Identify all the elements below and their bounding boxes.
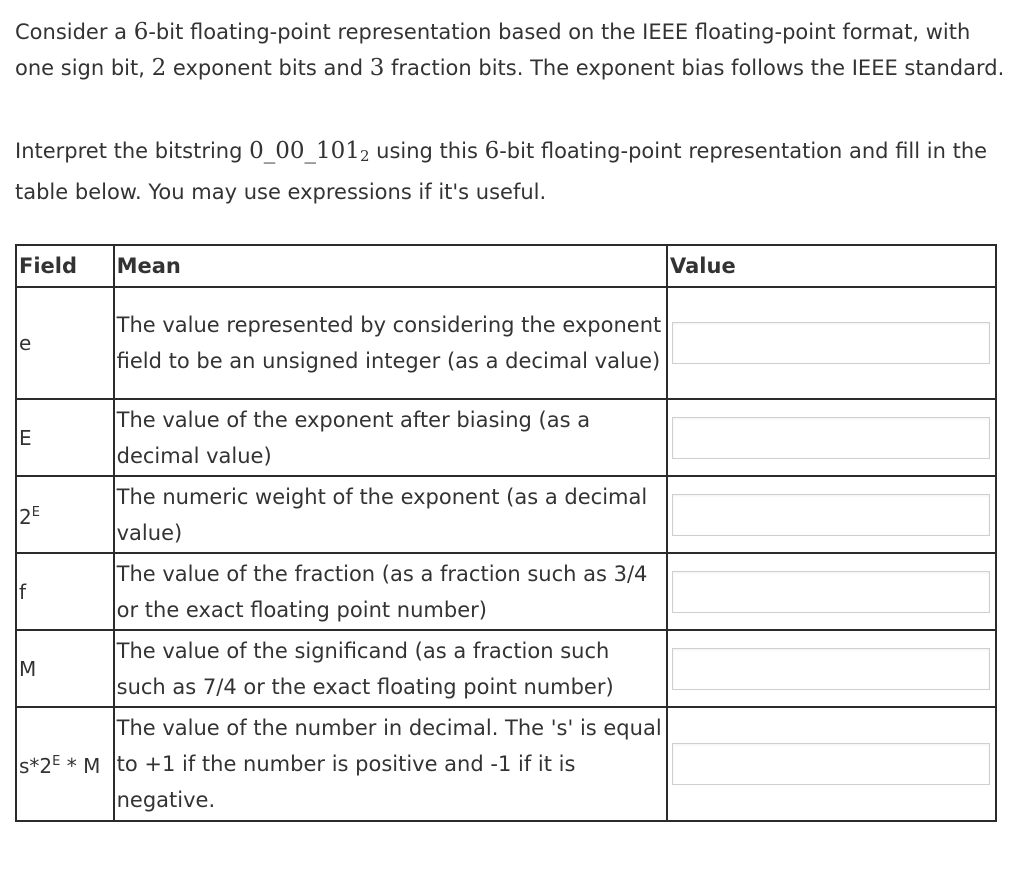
exponent-bit-count: 2 — [151, 55, 167, 81]
instruction-text: using this — [369, 139, 485, 163]
mean-cell — [114, 287, 667, 399]
field-label-e: e — [19, 331, 32, 355]
field-cell — [16, 553, 114, 630]
field-label-M: M — [19, 656, 37, 681]
header-value: Value — [667, 245, 996, 287]
value-input-2E[interactable] — [672, 494, 990, 536]
value-cell — [667, 553, 996, 630]
intro-text: -bit floating-point representation based on the IEEE floating-point format, with one sign bit, — [15, 20, 971, 80]
bit-count: 6 — [133, 19, 149, 45]
value-cell — [667, 399, 996, 476]
bitstring-base: 2 — [359, 147, 370, 165]
mean-cell — [114, 399, 667, 476]
problem-statement — [15, 14, 1005, 86]
value-input-e[interactable] — [672, 322, 990, 364]
header-mean: Mean — [114, 245, 667, 287]
field-cell — [16, 399, 114, 476]
value-input-f[interactable] — [672, 571, 990, 613]
instruction-text: Interpret the bitstring — [15, 139, 250, 163]
mean-description: The value represented by considering the exponent field to be an unsigned integer (as a decimal value) — [116, 313, 662, 373]
field-label-2E — [19, 505, 40, 529]
header-field: Field — [16, 245, 114, 287]
value-cell — [667, 476, 996, 553]
bitstring: 0_00_101 — [249, 138, 360, 164]
table-header-row — [16, 245, 996, 287]
field-cell — [16, 707, 114, 821]
table-row-e — [16, 287, 996, 399]
mean-description: The value of the fraction (as a fraction such as 3/4 or the exact floating point number) — [116, 561, 648, 622]
mean-description: The value of the significand (as a fraction such such as 7/4 or the exact floating point number) — [116, 638, 614, 699]
mean-description: The value of the exponent after biasing (as a decimal value) — [116, 407, 591, 468]
field-prefix: s*2 — [19, 754, 53, 778]
value-input-M[interactable] — [672, 648, 990, 690]
field-base: 2 — [19, 504, 32, 529]
mean-description: The numeric weight of the exponent (as a decimal value) — [116, 484, 648, 545]
mean-cell — [114, 707, 667, 821]
mean-cell — [114, 476, 667, 553]
table-row-f — [16, 553, 996, 630]
intro-text: fraction bits. The exponent bias follows the IEEE standard. — [384, 56, 1005, 80]
field-cell — [16, 630, 114, 707]
instruction-text: -bit floating-point representation and fill in the table below. You may use expressions if it's useful. — [15, 139, 988, 204]
field-label-f: f — [19, 579, 27, 604]
mean-description: The value of the number in decimal. The 's' is equal to +1 if the number is positive and -1 if it is negative. — [116, 716, 662, 812]
table-row-M — [16, 630, 996, 707]
intro-text: Consider a — [15, 20, 134, 44]
field-label-E: E — [19, 425, 32, 450]
value-cell — [667, 630, 996, 707]
answer-table — [15, 244, 997, 822]
field-superscript: E — [31, 504, 40, 520]
table-row-value — [16, 707, 996, 821]
table-row-2E — [16, 476, 996, 553]
bit-count: 6 — [484, 138, 500, 164]
field-superscript: E — [52, 754, 61, 769]
field-suffix: * M — [60, 754, 101, 778]
mean-cell — [114, 630, 667, 707]
table-row-E — [16, 399, 996, 476]
field-label-value — [19, 754, 100, 778]
fraction-bit-count: 3 — [369, 55, 385, 81]
field-cell — [16, 476, 114, 553]
intro-text: exponent bits and — [166, 56, 370, 80]
field-cell — [16, 287, 114, 399]
value-input-number[interactable] — [672, 743, 990, 785]
instructions — [15, 133, 1005, 210]
value-input-E[interactable] — [672, 417, 990, 459]
mean-cell — [114, 553, 667, 630]
value-cell — [667, 287, 996, 399]
value-cell — [667, 707, 996, 821]
